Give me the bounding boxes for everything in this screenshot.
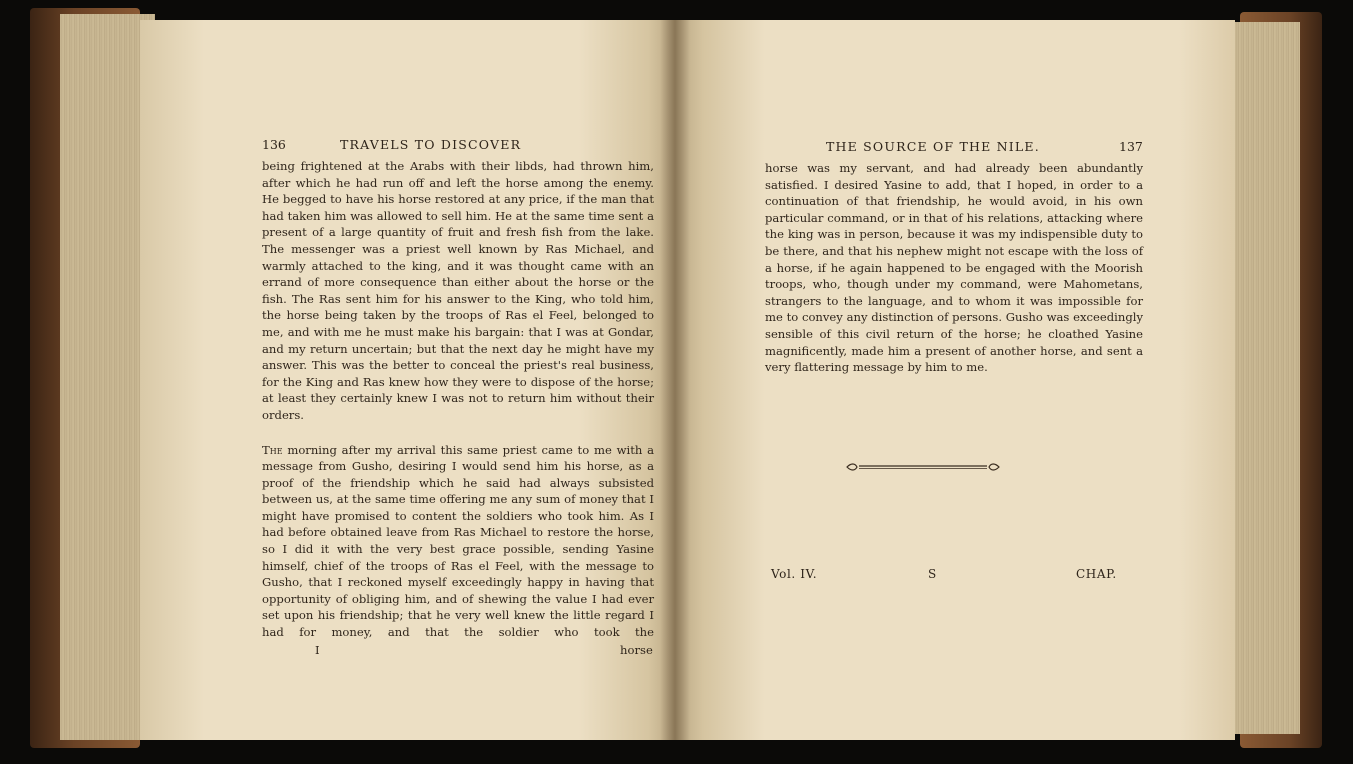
page-stack-right — [1228, 22, 1300, 734]
right-page — [675, 20, 1235, 740]
right-signature-mark: S — [928, 567, 937, 581]
right-paragraph-1-text: horse was my servant, and had already been abundantly satisfied. I desired Yasine to add, that I hoped, in order to a continuation of that friendship, he would avoid, in his own particular command, or in that of his relations, attacking where the king was in person, because it was my indispensible duty to be there, and that his nephew might not escape with the loss of a horse, if he again happened to be engaged with the Moorish troops, who, though under my command, were Mahometans, strangers to the language, and to whom it was impossible for me to convey any distinction of persons. Gusho was exceedingly sensible of this civil return of the horse; he cloathed Yasine magnificently, made him a present of another horse, and sent a very flattering message by him to me. — [765, 161, 1143, 375]
left-text-block — [262, 158, 654, 641]
book-gutter — [660, 20, 690, 740]
right-catchword: CHAP. — [1076, 567, 1117, 581]
left-page-number: 136 — [262, 137, 286, 152]
volume-label: Vol. IV. — [771, 567, 818, 581]
left-paragraph-2 — [262, 442, 654, 641]
left-paragraph-1-text: being frightened at the Arabs with their libds, had thrown him, after which he had run off and left the horse among the enemy. He begged to have his horse restored at any price, if the man that had taken him was allowed to sell him. He at the same time sent a present of a large quantity of fruit and fresh fish from the lake. The messenger was a priest well known by Ras Michael, and warmly attached to the king, and it was thought came with an errand of more consequence than either about the horse or the fish. The Ras sent him for his answer to the King, who told him, the horse being taken by the troops of Ras el Feel, belonged to me, and with me he must make his bargain: that I was at Gondar, and my return uncertain; but that the next day he might have my answer. This was the better to conceal the priest's real business, for the King and Ras knew how they were to dispose of the horse; at least they certainly knew I was not to return him without their orders. — [262, 159, 654, 422]
left-running-head: TRAVELS TO DISCOVER — [340, 137, 522, 152]
right-running-head: THE SOURCE OF THE NILE. — [826, 139, 1040, 154]
right-paragraph-1 — [765, 160, 1143, 376]
right-text-block — [765, 160, 1143, 376]
left-paragraph-1 — [262, 158, 654, 424]
left-paragraph-2-first-word: The — [262, 442, 283, 457]
right-page-number: 137 — [1119, 139, 1143, 154]
left-signature-mark: I — [315, 643, 320, 657]
left-paragraph-2-text: morning after my arrival this same priest came to me with a message from Gusho, desiring I would send him his horse, as a proof of the friendship which he said had always subsisted between us, at the same time offering me any sum of money that I might have promised to content the soldiers who took him. As I had before obtained leave from Ras Michael to restore the horse, so I did it with the very best grace possible, sending Yasine himself, chief of the troops of Ras el Feel, with the message to Gusho, that I reckoned myself exceedingly happy in having that opportunity of obliging him, and of shewing the value I had ever set upon his friendship; that he very well knew the little regard I had for money, and that the soldier who took the — [262, 442, 654, 640]
section-ornament — [843, 462, 1003, 472]
left-catchword: horse — [620, 643, 653, 657]
